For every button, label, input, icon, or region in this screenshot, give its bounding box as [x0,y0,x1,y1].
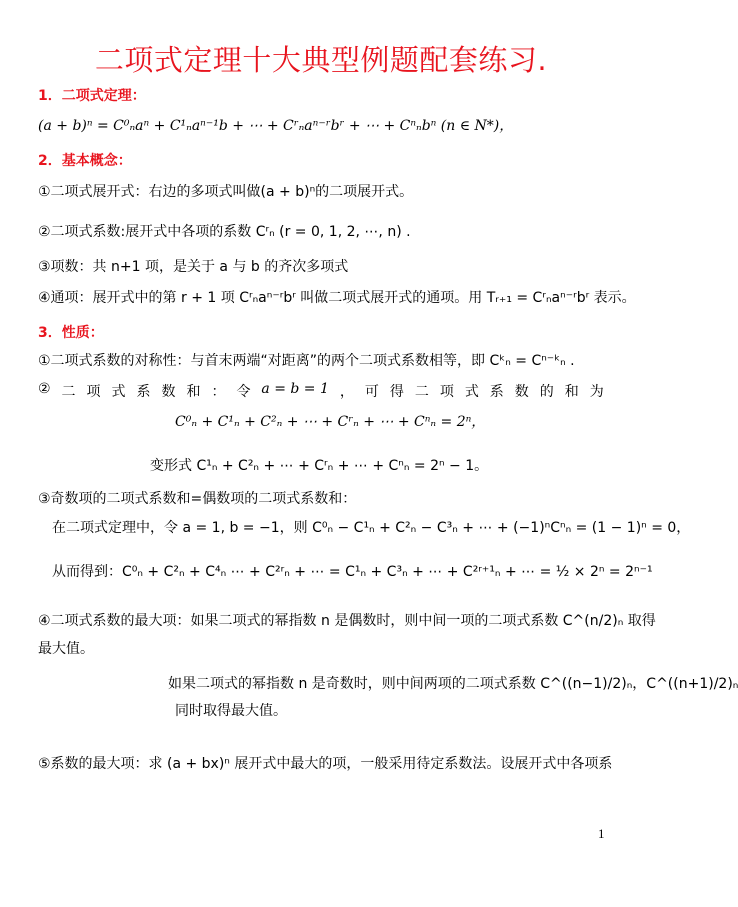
property-max-term: ⑤系数的最大项：求 (a + bx)ⁿ 展开式中最大的项，一般采用待定系数法。设展开式中各项系 [38,756,613,772]
property-odd-even-title: ③奇数项的二项式系数和=偶数项的二项式系数和： [38,491,357,507]
section-heading-properties: 3．性质： [38,325,104,341]
spread-char: 得 [389,384,404,400]
max-value-label: 最大值。 [38,641,94,657]
concept-binomial-coefficient: ②二项式系数:展开式中各项的系数 Cʳₙ (r = 0, 1, 2, ⋯, n) . [38,224,411,240]
coefficient-sum-variant: 变形式 C¹ₙ + C²ₙ + ⋯ + Cʳₙ + ⋯ + Cⁿₙ = 2ⁿ − 1。 [150,458,489,474]
spread-char: ， [339,384,354,400]
section-heading-binomial-theorem: 1．二项式定理： [38,88,146,104]
spread-char: 为 [589,384,604,400]
binomial-theorem-formula: (a + b)ⁿ = C⁰ₙaⁿ + C¹ₙaⁿ⁻¹b + ⋯ + Cʳₙaⁿ⁻ʳbʳ + ⋯ + Cⁿₙbⁿ (n ∈ N*)， [38,118,514,134]
property-max-coefficient-even: ④二项式系数的最大项：如果二项式的幂指数 n 是偶数时，则中间一项的二项式系数 C^(n/2)ₙ 取得 [38,613,656,629]
spread-char: 和 [564,384,579,400]
spread-char: 式 [111,384,126,400]
spread-char: ： [211,384,226,400]
spread-math: a = b = 1 [261,381,329,397]
concept-expansion: ①二项式展开式：右边的多项式叫做(a + b)ⁿ的二项展开式。 [38,184,414,200]
spread-char: 可 [364,384,379,400]
property-coefficient-sum-intro [38,381,604,401]
spread-char: 的 [539,384,554,400]
spread-char: 项 [86,384,101,400]
max-value-both-label: 同时取得最大值。 [175,703,287,719]
spread-char: ② [38,381,51,397]
concept-term-count: ③项数：共 n+1 项，是关于 a 与 b 的齐次多项式 [38,259,349,275]
spread-char: 和 [186,384,201,400]
property-symmetry: ①二项式系数的对称性：与首末两端“对距离”的两个二项式系数相等，即 Cᵏₙ = Cⁿ⁻ᵏₙ . [38,353,575,369]
odd-even-derivation: 在二项式定理中，令 a = 1, b = −1，则 C⁰ₙ − C¹ₙ + C²ₙ − C³ₙ + ⋯ + (−1)ⁿCⁿₙ = (1 − 1)ⁿ = 0， [52,520,691,536]
page-number: 1 [598,826,605,841]
spread-char: 数 [161,384,176,400]
spread-char: 式 [464,384,479,400]
spread-char: 项 [439,384,454,400]
spread-char: 二 [414,384,429,400]
spread-char: 数 [514,384,529,400]
concept-general-term: ④通项：展开式中的第 r + 1 项 Cʳₙaⁿ⁻ʳbʳ 叫做二项式展开式的通项。用 Tᵣ₊₁ = Cʳₙaⁿ⁻ʳbʳ 表示。 [38,290,636,306]
odd-even-result: 从而得到：C⁰ₙ + C²ₙ + C⁴ₙ ⋯ + C²ʳₙ + ⋯ = C¹ₙ + C³ₙ + ⋯ + C²ʳ⁺¹ₙ + ⋯ = ½ × 2ⁿ = 2ⁿ⁻¹ [52,564,653,580]
spread-char: 二 [61,384,76,400]
page-title: 二项式定理十大典型例题配套练习. [94,43,548,77]
spread-char: 令 [236,384,251,400]
spread-char: 系 [136,384,151,400]
coefficient-sum-formula: C⁰ₙ + C¹ₙ + C²ₙ + ⋯ + Cʳₙ + ⋯ + Cⁿₙ = 2ⁿ， [175,414,486,430]
section-heading-basic-concepts: 2．基本概念： [38,153,132,169]
property-max-coefficient-odd: 如果二项式的幂指数 n 是奇数时，则中间两项的二项式系数 C^((n−1)/2)ₙ，C^((n+1)/2)ₙ [168,676,738,692]
spread-char: 系 [489,384,504,400]
